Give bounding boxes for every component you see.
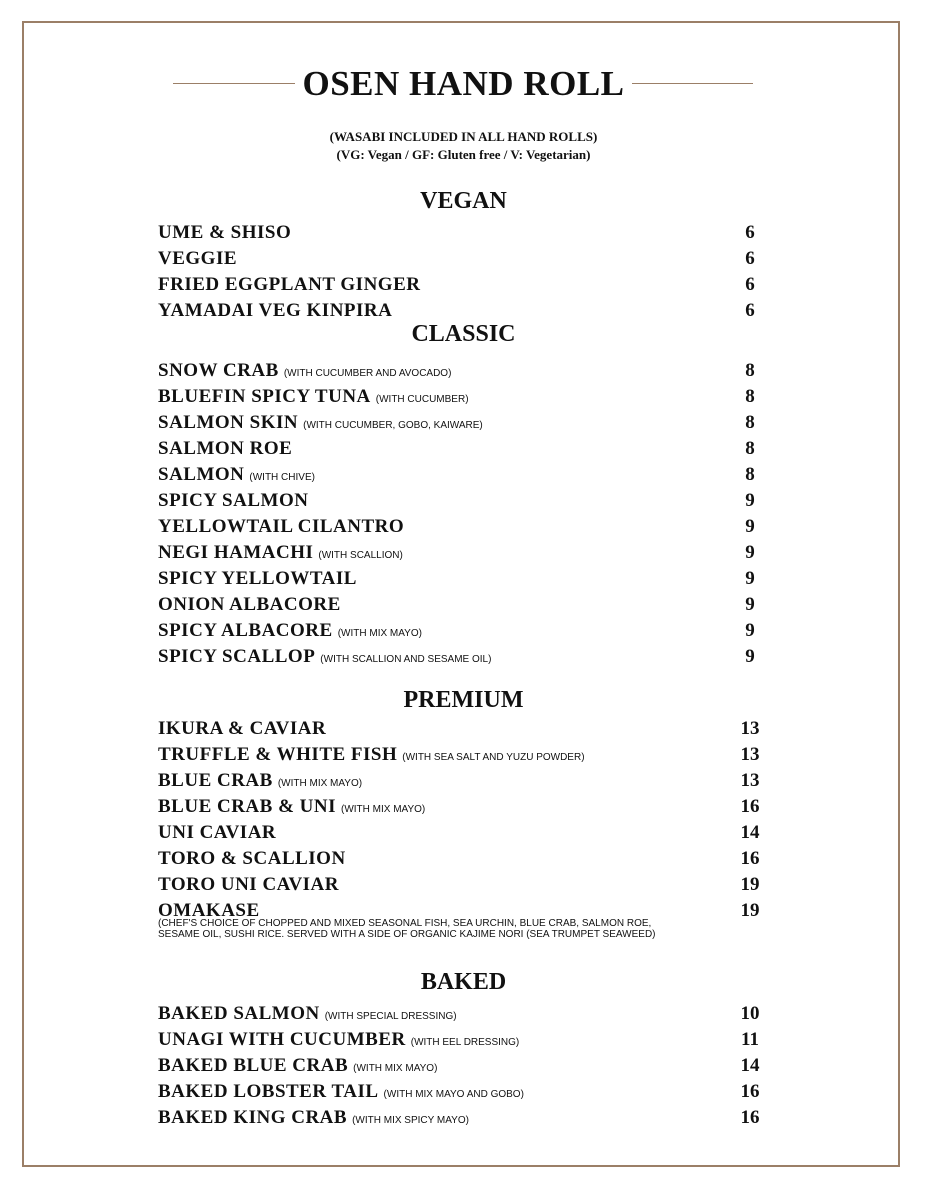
- menu-item: [158, 542, 770, 566]
- menu-item: [158, 490, 770, 514]
- item-price: 16: [740, 1107, 760, 1128]
- item-name: BAKED KING CRAB: [158, 1107, 348, 1128]
- menu-item: [158, 796, 770, 820]
- item-price: 13: [740, 718, 760, 739]
- menu-item: [158, 568, 770, 592]
- item-price: 14: [740, 1055, 760, 1076]
- item-description: (WITH MIX MAYO): [341, 804, 426, 815]
- menu-item: [158, 438, 770, 462]
- menu-item: [158, 848, 770, 872]
- item-name: FRIED EGGPLANT GINGER: [158, 274, 421, 295]
- item-price: 9: [745, 594, 755, 615]
- menu-item: [158, 770, 770, 794]
- menu-item: [158, 718, 770, 742]
- menu-header: [0, 64, 927, 104]
- item-name: SALMON: [158, 464, 245, 485]
- item-description: (WITH CHIVE): [249, 472, 315, 483]
- section-title-vegan: VEGAN: [420, 188, 507, 214]
- section-title-classic: CLASSIC: [411, 321, 516, 347]
- menu-item: [158, 412, 770, 436]
- menu-item: [158, 1081, 770, 1105]
- menu-item: [158, 1029, 770, 1053]
- item-price: 19: [740, 900, 760, 921]
- item-price: 16: [740, 1081, 760, 1102]
- item-price: 10: [740, 1003, 760, 1024]
- item-price: 6: [745, 300, 755, 321]
- item-name: SPICY ALBACORE: [158, 620, 333, 641]
- item-name: SPICY SCALLOP: [158, 646, 316, 667]
- item-name: ONION ALBACORE: [158, 594, 341, 615]
- item-price: 9: [745, 568, 755, 589]
- menu-item: [158, 822, 770, 846]
- item-name: YAMADAI VEG KINPIRA: [158, 300, 393, 321]
- item-name: OMAKASE: [158, 900, 260, 921]
- menu-item: [158, 744, 770, 768]
- diet-legend: (VG: Vegan / GF: Gluten free / V: Vegetarian): [336, 147, 591, 162]
- item-price: 9: [745, 516, 755, 537]
- item-name: BLUE CRAB: [158, 770, 273, 791]
- item-name: NEGI HAMACHI: [158, 542, 314, 563]
- item-description: (WITH SEA SALT AND YUZU POWDER): [402, 752, 585, 763]
- item-description: (WITH MIX MAYO): [353, 1063, 438, 1074]
- item-description: (WITH MIX MAYO AND GOBO): [383, 1089, 524, 1100]
- item-description: (WITH CUCUMBER AND AVOCADO): [283, 368, 452, 379]
- item-price: 8: [745, 412, 755, 433]
- item-description: (WITH EEL DRESSING): [410, 1037, 520, 1048]
- item-description: (WITH MIX MAYO): [277, 778, 363, 789]
- menu-item: [158, 516, 770, 540]
- item-name: SPICY YELLOWTAIL: [158, 568, 357, 589]
- menu-item: [158, 1055, 770, 1079]
- item-price: 6: [745, 248, 755, 269]
- menu-item: [158, 1003, 770, 1027]
- item-price: 6: [745, 222, 755, 243]
- item-description: (WITH CUCUMBER): [375, 394, 469, 405]
- wasabi-note: (WASABI INCLUDED IN ALL HAND ROLLS): [329, 129, 598, 144]
- item-name: UNAGI WITH CUCUMBER: [158, 1029, 406, 1050]
- item-price: 16: [740, 796, 760, 817]
- item-price: 8: [745, 464, 755, 485]
- item-price: 13: [740, 770, 760, 791]
- menu-item: [158, 874, 770, 898]
- menu-item: [158, 646, 770, 670]
- item-name: SNOW CRAB: [158, 360, 279, 381]
- item-price: 16: [740, 848, 760, 869]
- item-price: 8: [745, 386, 755, 407]
- item-description: (WITH CUCUMBER, GOBO, KAIWARE): [303, 420, 483, 431]
- item-price: 9: [745, 646, 755, 667]
- menu-item: [158, 900, 770, 946]
- item-price: 19: [740, 874, 760, 895]
- item-name: YELLOWTAIL CILANTRO: [158, 516, 405, 537]
- item-price: 13: [740, 744, 760, 765]
- item-name: SPICY SALMON: [158, 490, 309, 511]
- item-name: TRUFFLE & WHITE FISH: [158, 744, 398, 765]
- section-title-baked: BAKED: [420, 969, 507, 995]
- item-description: (CHEF'S CHOICE OF CHOPPED AND MIXED SEASONAL FISH, SEA URCHIN, BLUE CRAB, SALMON ROE, SESAME OIL, SUSHI RICE. SERVED WITH A SIDE OF ORGANIC KAJIME NORI (SEA TRUMPET SEAWEED): [158, 918, 656, 940]
- item-name: VEGGIE: [158, 248, 238, 269]
- item-price: 9: [745, 542, 755, 563]
- item-name: BAKED BLUE CRAB: [158, 1055, 349, 1076]
- item-name: BAKED SALMON: [158, 1003, 320, 1024]
- menu-item: [158, 248, 770, 272]
- menu-title: OSEN HAND ROLL: [302, 64, 625, 103]
- item-price: 9: [745, 490, 755, 511]
- item-name: UNI CAVIAR: [158, 822, 277, 843]
- item-description: (WITH MIX SPICY MAYO): [352, 1115, 469, 1126]
- item-description: (WITH MIX MAYO): [337, 628, 422, 639]
- item-name: IKURA & CAVIAR: [158, 718, 327, 739]
- item-description: (WITH SCALLION): [318, 550, 403, 561]
- item-description: (WITH SPECIAL DRESSING): [324, 1011, 457, 1022]
- item-name: SALMON SKIN: [158, 412, 299, 433]
- menu-item: [158, 386, 770, 410]
- item-price: 11: [741, 1029, 759, 1050]
- menu-item: [158, 594, 770, 618]
- item-name: SALMON ROE: [158, 438, 293, 459]
- item-price: 6: [745, 274, 755, 295]
- menu-item: [158, 360, 770, 384]
- item-name: TORO & SCALLION: [158, 848, 346, 869]
- item-name: TORO UNI CAVIAR: [158, 874, 339, 895]
- menu-item: [158, 464, 770, 488]
- menu-item: [158, 274, 770, 298]
- item-description: (WITH SCALLION AND SESAME OIL): [320, 654, 492, 665]
- section-title-premium: PREMIUM: [403, 687, 524, 713]
- item-name: BLUEFIN SPICY TUNA: [158, 386, 371, 407]
- menu-item: [158, 222, 770, 246]
- menu-item: [158, 620, 770, 644]
- item-name: BAKED LOBSTER TAIL: [158, 1081, 379, 1102]
- item-price: 14: [740, 822, 760, 843]
- item-name: BLUE CRAB & UNI: [158, 796, 336, 817]
- item-price: 8: [745, 438, 755, 459]
- item-price: 8: [745, 360, 755, 381]
- item-name: UME & SHISO: [158, 222, 292, 243]
- item-price: 9: [745, 620, 755, 641]
- menu-item: [158, 1107, 770, 1131]
- title-rule-right: [632, 83, 753, 84]
